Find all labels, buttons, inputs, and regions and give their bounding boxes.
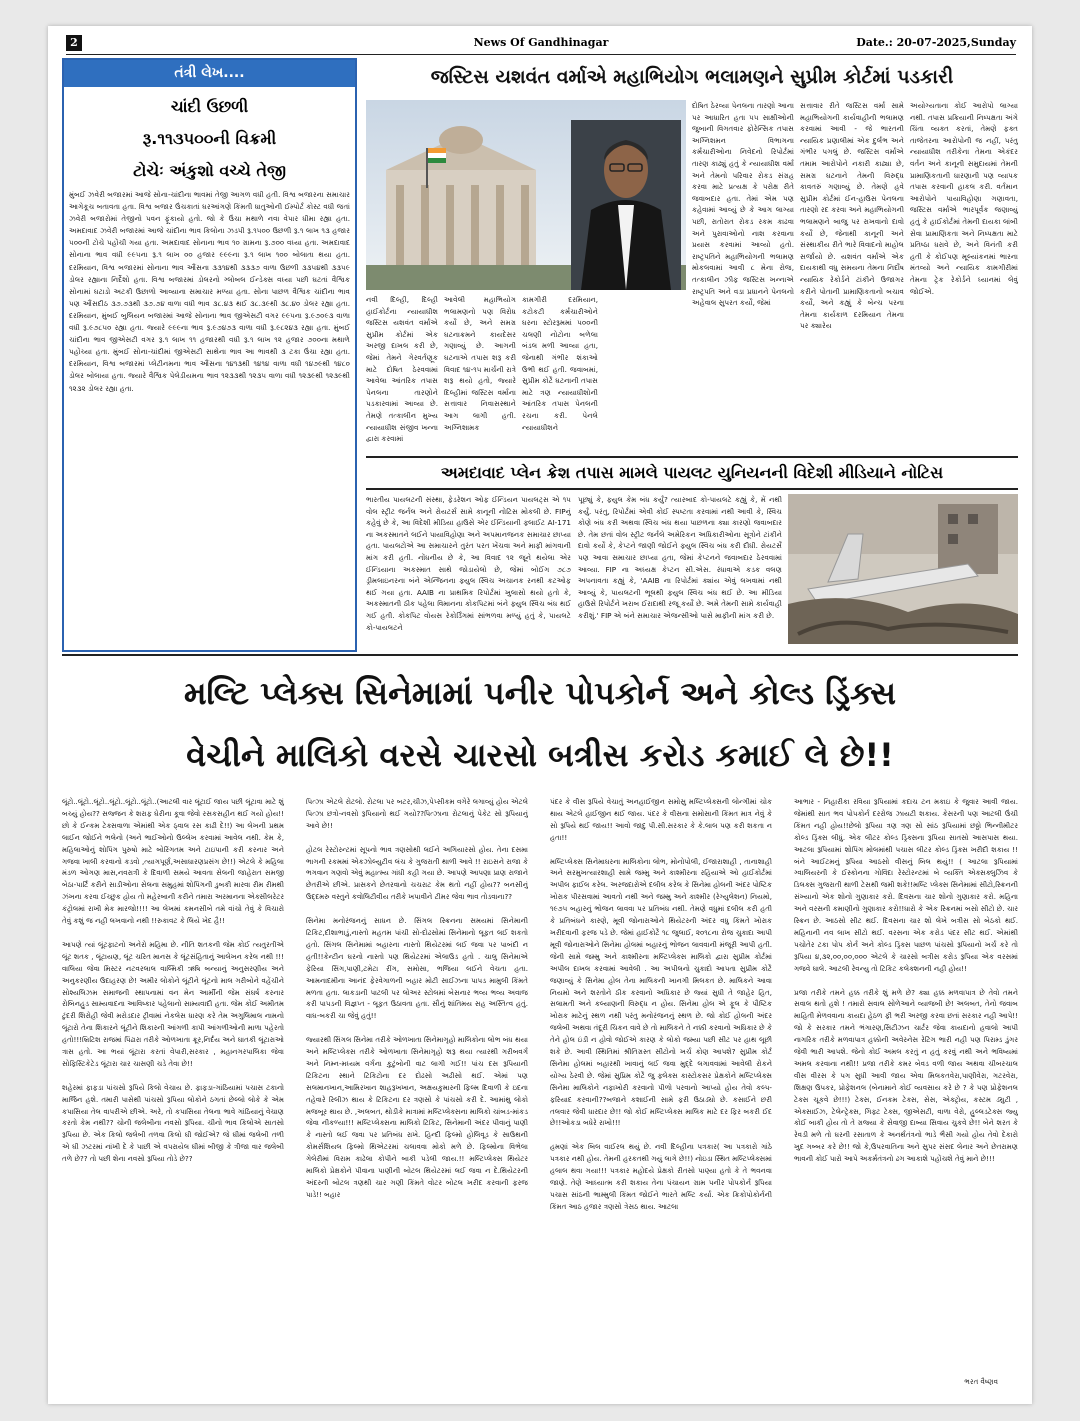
story3-headline: [62, 662, 1018, 786]
story3-headline-line: વેચીને માલિકો વરસે ચારસો બત્રીસ કરોડ કમાઈ લે છે!!: [186, 736, 894, 774]
editorial-headline: [64, 87, 355, 187]
story2-headline: અમદાવાદ પ્લેન ક્રેશ તપાસ મામલે પાયલટ યુનિયનની વિદેશી મીડિયાને નોટિસ: [366, 456, 1018, 490]
story1-column-4: દોષિત ઠેરવ્યા પેનલના તારણો આના પર આધારિત હતા ૫૫ સાક્ષીઓની જુબાની વિગતવાર ફોરેન્સિક તપાસ અગ્નિશમન વિભાગના કર્મચારીઓના નિવેદનો રિપોર્ટમાં તારણ કાઢ્યું હતું કે ન્યાયાધીશ વર્મા અને તેમનો પરિવાર રોકડ સંગ્રહ કરવા માટે પ્રત્યક્ષ કે પરોક્ષ રીતે જવાબદાર હતા. તેમાં એમ પણ કહેવામાં આવ્યું છે કે આગ લાગ્યા પછી, રાતોરાત રોકડ રકમ કાઢવા અને પુરાવાઓનો નાશ કરવાના પ્રયાસ કરવામાં આવ્યો હતો. રાષ્ટ્રપતિને મહાભિયોગની ભલામણ મોકલવામાં આવી ૮ મેના રોજ, તત્કાલીન ઝીફ જસ્ટિસ ખન્નાએ રાષ્ટ્રપતિ અને વડા પ્રધાનને પેનલનો અહેવાલ સુપરત કર્યો, જેમાં: [692, 101, 794, 308]
story1-column-1: નવી દિલ્હી, દિલ્હી હાઈકોર્ટના ન્યાયાધીશ જસ્ટિસ યશવંત વર્માએ સુપ્રીમ કોર્ટમાં એક અરજી દાખલ કરી છે, જેમાં તેમને ગેરવર્તણૂક માટે દોષિત ઠેરવવામાં આવેલા આંતરિક તપાસ પેનલના તારણોને પડકારવામાં આવ્યા છે. તેમણે તત્કાલીન મુખ્ય ન્યાયાધીશ સંજીવ ખન્ના દ્વારા કરવામાં: [366, 295, 438, 444]
story1-headline: જસ્ટિસ યશવંત વર્માએ મહાભિયોગ ભલામણને સુપ્રીમ કોર્ટમાં પડકારી: [430, 66, 954, 88]
editorial-headline-line: રૂ.૧૧૩૫૦૦ની વિક્રમી: [142, 129, 277, 148]
supreme-court-judge-photo: [366, 100, 686, 290]
editorial-body: મુંબઈ ઝવેરી બજારમાં આજે સોના-ચાંદીના ભાવમાં તેજી આગળ વધી હતી. વિશ્વ બજારના સમાચાર આગેકૂચ બતાવતા હતા. વિશ્વ બજાર ઉંચકાતાં ઘરઆંગણે કિંમતી ધાતુઓની ઈમ્પોર્ટ કોસ્ટ વધી જતાં ઝવેરી બજારોમાં તેજીનો પવન ફૂંકાયો હતો. જો કે ઉંચા મથાળે નવા વેપાર ધીમા રહ્યા હતા. અમદાવાદ ઝવેરી બજારમાં આજે ચાંદીના ભાવ કિલોના ઝડપી રૂ.૧૫૦૦ ઉછળી રૂ.૧ લાખ ૧૩ હજાર ૫૦૦ની ટોચે પહોંચી ગયા હતા. અમદાવાદ સોનાના ભાવ ૧૦ ગ્રામના રૂ.૭૦૦ વધ્યા હતા. અમદાવાદ સોનાના ભાવ વધી ૯૯૫ના રૂ.૧ લાખ ૦૦ હજાર ૯૯૯ના રૂ.૧ લાખ ૧૦૦ બોલાતા થયા હતા. દરમિયાન, વિશ્વ બજારમાં સોનાના ભાવ ઔંસના ૩૩૧૪થી ૩૩૩૭ વાળા ઉછળી ૩૩૫૪થી ૩૩૫૯ ડોલર રહ્યાના નિર્દેશો હતા. વિશ્વ બજારમાં ડોલરનો ગ્લોબલ ઈન્ડેક્સ વધ્યા પછી ઘટતાં વૈશ્વિક સોનામાં ઘટાડો અટકી ઉછાળો આવ્યાના સમાચાર મળ્યા હતા. સોના પાછળ વૈશ્વિક ચાંદીના ભાવ પણ ઔંસદીઠ ૩૭.૭૩થી ૩૭.૭૪ વાળા વધી ભાવ ૩૮.૪૩ થઈ ૩૮.૩૯થી ૩૮.૪૦ ડોલર રહ્યા હતા. દરમિયાન, મુંબઈ બુલિયન બજારમાં આજે સોનાના ભાવ જીએસટી વગર ૯૯૫ના રૂ.૯૭૦૯૩ વાળા વધી રૂ.૯૭૮૫૦ રહ્યા હતા. જ્યારે ૯૯૯ના ભાવ રૂ.૯૭૪૭૩ વાળા વધી રૂ.૯૮૨૪૩ રહ્યા હતા. મુંબઈ ચાંદીના ભાવ જીએસટી વગર રૂ.૧ લાખ ૧૧ હજારથી વધી રૂ.૧ લાખ ૧૨ હજાર ૭૦૦ના મથાળે પહોંચ્યા હતા. મુંબઈ સોના-ચાંદીમાં જીએસટી સાથેના ભાવ આ ભાવથી ૩ ટકા ઉંચા રહ્યા હતા. દરમિયાન, વિશ્વ બજારમાં પ્લેટીનમના ભાવ ઔંસના ૧૪૧૩થી ૧૪૧૪ વાળા વધી ૧૪૭૯થી ૧૪૮૦ ડોલર બોલાયા હતા. જ્યારે વૈશ્વિક પેલેડીયમના ભાવ ૧૨૩૩થી ૧૨૩૫ વાળા વધી ૧૨૩૯થી ૧૨૩૯થી ૧૨૩૨ ડોલર રહ્યા હતા.: [69, 190, 350, 393]
page-header: [66, 34, 1016, 55]
story3-column-2: પિત્ઝા એટલે રોટલો. રોટલા પર બટર,ચીઝ,પેપ્સીકમ વગેરે લગાવ્યું હોય એટલે પિત્ઝા છત્રો-નવસો રૂપિયાનો થઈ ગયો??પિત્ઝાના રોટલાનું પેકેટ સો રૂપિયાનું આવે છે!! હોટલ રેસ્ટોરન્ટમાં સૂપનો ભાવ ત્રણસોથી લઈને અગિયારસો હોય. તેના દસમા ભાગની રકમમાં એકઝોલ્યુટીવ લંચ કે ગુજરાતી થાળી આવે !! રાઇસને રાજા કે ભગવાન ગણવો એવું મહાત્મ્ય ગાંધી કહી ગયા છે. આપણે આપણા પ્રાણ રાજાને છેતરીએ છીએ. પ્રાસકને છેતરવાનો ચચરાટ કેમ થતો નહીં હોય?? બનસીનું ઉદ્દમરુ વસ્તુને કવોલિટીવીય તરીકે ખપાવીને ટીમર જેવા ભાવ તોડવાના?? સિનેમા મનોરંજનનું સાધન છે. સિંગલ સ્ક્રિનના સમયમાં સિનેમાની ટિકિટ,દીશાભાડું,નાસ્તો મહતમ પાંચી સો-દોઢસોમાં સિનેમાનો લૂફત લઈ શકતો હતો. સિંગલ સિનેમામાં બહારના નાસ્તો થિયેટરમાં લઈ જવા પર પાબંદી ન હતી!!કેન્ટીન ઘરનો નાસ્તો પણ થિયેટરમાં એલાઉડ હતો . ચાલુ સિનેમાએ ફેરિયા સિંગ,પાણી,ટમેટા રીંગ, સમોસા, ભજિયા લઈને વેચતા હતા. આમનાદમીના આનંદ ફેરવેગાળની બહાર મોટી સાઈઝના પાપડ મામુલી કિંમતે મળતા હતા. લાકડાની પાટલી પર લોઅર સ્ટોલમાં બેસનાર ભવ્ય ભવ્ય અવાજ કરી પાપડની વિજ્ઞપ્ત - લૂફત ઉઠાવતા હતા. સૌનું શાંતિમય સહ અસ્તિત્વ હતું. વાઘ-બકરી ચા જેવું હતું!! જ્યારથી સિંગલ સિનેમા તરીકે ઓળખાતા સિનેમાગૃહો માલિકોના લોભ બંધ થયા અને મલ્ટિપ્લેક્સ તરીકે ઓળખાતા સિનેમાગૃહો શરૂ થયા ત્યારથી ગરીબવર્ગ અને નિમ્ન-મધ્યમ વર્ગના કુટુંબોની વાટ લાગી ગઈ!! પાંચ દસ રૂપિયાની ટિકિટના સ્થાને ટિકિટોના દર દોઢસો અઢીસો થઈ. એમાં પણ સલમાનખાન,આમિરખાન શાહરૂખખાન, અક્ષયકુમારની ફિલ્મ દિવાળી કે ઇદના તહેવારે રિલીઝ થાય કે ટિકિટના દર ત્રણસો કે પાંચસો કરી દે. આમાંથુ લોકો મજબૂર થાય છે. ,અલબત, થોડીકે માત્રામાં મલ્ટિપ્લેક્સના માલિકો ચાંબડ-માંકડ જેવા નીકળ્યા!!! મલ્ટિપ્લેક્સના માલિકો ટિકિટ, સિનેમાની અંદર પીવાનું પાણી કે નાસ્તો લઈ જવા પર પ્રતિબંધ રાખે. હિન્દી ફિલ્મો હોલિવૂડ કે સાઉથની કોમર્સશિયલ ફિલ્મો થિએટરમાં ચલાવવા મોકો મળે છે. ફિલ્મોના વિભેલા ગેલેરીમાં વિરામ કાઢેલા કોપીને બાકી પડેલી જાય.!! મલ્ટિપ્લેક્સ થિયેટર માલિકો પ્રેક્ષકોને પીવાના પાણીની બોટલ થિયેટરમાં લઈ જવા ન દે.થિયેટરની અંદરની બોટલ ત્રણથી ચાર ગણી કિંમતે વોટર બોટલ ખરીદ કરવાની ફરજ પાડે!! બહાર: [306, 797, 528, 1199]
story3-column-1: લૂંટો..લૂંટો..લૂંટો..લૂંટો..લૂંટો..લૂંટો..(આટલી વાર લૂંટાઈ જાય પછી લૂંટાવા માટે શું બચ્યું હોય?? સજ્જન કે શરાફ ઘેરીના કૂવા જેવો રસકસહીન થઈ ગયો હોય!!છો કે ઈન્કમ ટેક્સવાળા એમાંથી એક ઠ્વાલ રસ કાઢી દે!!) આ લેખની પ્રથમ લાઈન જોઈને ભલેનો (અને ભાઈઓનો ઉલ્લેખ કરવામાં આવેલ નથી. કેમ કે, મહિલાઓનું શોપિંગ પુરુષો માટે બોરિંગતમ અને ટાઇપાની કરી કરનાર અને ગજવા ખાલી કરવાનો કડવો ,ત્યાગપૂર્ણ,અસાધારણપ્રસંગ છે!!) એટલે કે મહિલા મંડળ ઓગણ માસ,નવરાત્રી કે દિવાળી સમયે આવતા સેલની જાહેરાત સમજી બેઠા-પાર્ટિ કરીને સાડીઓના સેલના સમુહમાં શોપિંગની ડુબકી મારવા રીમ રીમથી ઝંખના કરવા ઈચ્છુક હોય તો મહેરબાની કરીને તમારા અરમાનના એક્સીલરેટર કંટ્રોલમાં રાખી મેક મારજો!!!! આ લેખમાં કમનસીબે તમે વાંચો તેવું કે વિચારો તેવું કશું જ નહી લખવાનો નથી !!રુકાવટ કે લિયે ખેદ હૈ!! આપણે ત્યાં લૂંટફાટનો અનેરો મહિમા છે. નીતિ શતકની જેમ કોઈ ત્યતુરતીએ લૂંટ શતક , લૂંટાયણ, લૂંટ ચરિત માનસ કે લૂંટસંહિતાનું આલેખન કરેલ નથી !!!વાલિયા જેવા મિસ્ટર નટવરલાલ વાલ્મિકી ઋષિ બન્યાનું અનુસરણીય અને અનુકરણીય ઉદાહરણ છે! અમીર લોકોને લૂંટીને લૂંટનો માલ ગરીબોને વહેંચીને સોશ્યલિઝમ સમાજની સ્થાપનામાં વન મેન આર્મીની જેમ સંઘર્ષ કરનાર રોબિનહુડ સામ્યવાદના આવિષ્કાર પહેલાનો સામ્યવાદી હતા. જેમ કોઈ અમીતમ ટુંદરી શિરોહી જેવી મરોડદાર ટ્રીવામાં નેકલેસ ધારણ કરે તેમ અગુલિમાલ નામનો લૂંટારો તેના શિકારને લૂંટીને શિકારની આંગળી કાપી આંગળીઓની માળા પહેરતો હતો!!!બ્રિટિશ રાજમાં પિંઢારા તરીકે ઓળખાતા ક્રૂર,નિર્દય અને ઘાતકી લૂંટારાઓ ત્રાસ હતો. આ ભયાં લૂંટારા કરતાં વેપારી,સરકાર , મહાનગરપાલિકા જેવા સોફિસ્ટિકેટેડ લૂંટારા ચાર ચાસણી ચડે તેવા છે!! શહેરમાં ફાફડા પાંચસો રૂપિયે કિલો વેચાય છે. ફાફડા-ગાંઠિયામાં પચાસ ટકાનો માર્જિન હશે. તમારી પાસેથી પાંચસો રૂપિયા લોકોને ઠગતાં છેલ્લો લોકે કે એમ કપાસિયા તેલ વાપરીએ છીએ. અરે, તો કપાસિયા તેલના ભાવે ગાંઠિયાનું વેચાણ કરતો કેમ નથી?? ચોની જલેબીના નવસો રૂપિયા. ચીનો ભાવ કિલોએ સાતસો રૂપિયા છે. એક કિલો જલેબી તળવા કિલો ઘી જોઈએ? જે ઘીમાં જલેબી તળી એ ઘી ઝટરમાં નાંખી દે કે પાછી એ વપરાયેલ ઘીમાં બીજી કે ત્રીજા વાર જલેબી તળે છે?? તો પછી શેના નવસો રૂપિયા તોડે છે??: [62, 797, 284, 1164]
plane-crash-photo: [788, 494, 1018, 644]
paper-name: News Of Gandhinagar: [473, 36, 609, 49]
section-divider: [62, 654, 1018, 656]
story3-column-3: પંદર કે વીસ રૂપિયે વેચાતું અનહાઈજીન સમોસુ મલ્ટિપ્લેક્સની લોન્ગીમાં ચોક થાય એટલે હાઈજીન થઈ જાય. પંદર કે વીસના સમોસાની કિંમત માત્ર નેવું કે સો રૂપિયે થઈ જાય!! આવો જાદુ પી.સી.સરકાર કે કે.લાલ પણ કરી શકતા ન હતા!! મલ્ટિપ્લેક્સ સિનેમાઘરના માલિકોના લોભ, મોનોપોલી, ઈજારાશાહી , તાનાશાહી અને સરમુખત્યારશાહી સામે જમ્મુ અને કાશ્મીરના રહિયાએ ઓ હાઈકોર્ટમાં અપીલ ફાઈલ કરેલ. અરજદારોએ દલીલ કરેલ કે સિનેમા હોલની અંદર પોષ્ટિક ખોરાક પીરસવામાં આવતો નથી અને જમ્મુ અને કાશ્મીર (રેગ્યુલેશન) નિયમો, ૧૯૭૫ બહારનું ભોજન લાવવા પર પ્રતિબંધ નથી. તેમણે વધુમાં દલીલ કરી હતી કે પ્રતિબંધને કારણે, મૂવી જોનારાઓને થિયેટરની અંદર વધુ કિંમતે ખોરાક ખરીદવાની ફરજ પડે છે. જેમાં હાઈકોર્ટે ૧૮ જુલાઈ, ૨૦૧૮ના રોજ ચુકાદા આપી મૂવી જોનારાઓને સિનેમા હોલમાં બહારનું ભોજન લાવવાની મંજૂરી આપી હતી. જેની સામે જમ્મુ અને કાશ્મીરના મલ્ટિપ્લેક્સ માલિકો દ્વારા સુપ્રીમ કોર્ટમાં અપીલ દાખલ કરવામાં આવેલી . આ અપીલનો ચુકાદો આપતા સુપ્રીમ કોર્ટે જણાવ્યું કે સિનેમા હોલ તેના માલિકની ખાનગી મિલકત છે. માલિકને આવા નિયમો અને શરતોને ઠીક કરવાનો અધિકાર છે જ્યાં સુધી તે જાહેર હિત, સલામતી અને કલ્યાણની વિરુદ્ધ ન હોય. સિનેમા હોલ એ ફૂલ કે પૌષ્ટિક ખોરાક માટેનું સ્થળ નથી પરંતુ મનોરંજનનું સ્થળ છે. જો કોઈ હોલની અંદર જલેબી અથવા તંદૂરી ચિકન વાવે છે તો માલિકને તે નક્કી કરવાનો અધિકાર છે કે તેને હોલ ઇંડી ન હોવો જોઈએ કારણ કે લોકો જમ્યા પછી સીટ પર હાથ લૂછી શકે છે. આવી સ્થિતિમાં શ્રીતિગ્રસ્ત સીટોનો ખર્ચ કોણ આપશે? સુપ્રીમ કોર્ટ સિનેમા હોલમાં બહારથી ખાવાનું લઈ જવા મુદ્દે લગાવવામાં આવેલી રોકને યોગ્ય ઠેરવી છે. જેમાં સુપ્રિમ કોર્ટે જુ ફ્લેક્સ કાસ્ટોકસર પ્રેક્ષકોને મલ્ટિપ્લેક્સ સિનેમા માલિકોને નફાખોરી કરવાનો પીળો પરવાનો આપ્યો હોય તેવો કલ્પ-ફરિયાદ કરવાની??બજાને કશાઈની સામે ફરી ઉઠાડ્યો છે. કસાઈને છરી તલવાર જેવી ધારદાર છે!! જો કોઈ મલ્ટિપ્લેક્સ માલિક માટે દર ફિર બકરી ઈદ છે!!ઓકડા બધેરે રાખો!!! હમણાં એક બિલ વાઈરલ થયું છે. નવી દિલ્હીના પત્રકાર( આ પત્રકારો ગાંઠે પત્રકાર નથી હોય. તેમની હરકતથી ગયું લાગે છે!!) નોઇડા સ્થિત મલ્ટિપ્લેક્સમાં હલાલ થવા ગયા!!! પત્રકાર મહોદયે પ્રેક્ષકો રીતસો પાણ્યા હતો કે તે ભવનવા જાણે. તેણે આધ્યાત્મ કરી શકાય તેના પંચાયન ગ્રામ પનીર પોપકોર્ન રૂપિયા પચાસ સાંઠની ભામ્મુલી કિંમત જોઈને ભારતે મલ્ટિ કર્યા. એક ક્રિકોપોકોર્નની કિંમત આઠ હજાર ત્રણસો ત્રેસઠ થાય. આટલા: [550, 797, 772, 1211]
newspaper-page: [48, 26, 1032, 1404]
editorial-box: [62, 58, 357, 652]
story1-column-2: આવેલી મહાભિયોગ ભલામણનો પણ વિરોધ કર્યો છે, અને સમગ્ર ઘટનાક્રમને કાયદેસર ગણાવ્યું છે. આગની ઘટનાએ તપાસ શરૂ કરી વિવાદ ૧૪-૧૫ માર્ચની રાત્રે શરૂ થયો હતો, જ્યારે દિલ્હીમાં જસ્ટિસ વર્માના સત્તાવાર નિવાસસ્થાને આગ લાગી હતી. અગ્નિશામક: [444, 295, 516, 432]
page-number: 2: [66, 35, 82, 51]
editorial-headline-line: ચાંદી ઉછળી: [170, 97, 249, 116]
issue-date: Date.: 20-07-2025,Sunday: [856, 36, 1016, 49]
story2-column-1: ભારતીય પાયલટની સંસ્થા, ફેડરેશન ઓફ ઈન્ડિયન પાયલટ્સ એ ૧૫ વોલ સ્ટ્રીટ જર્નલ અને રોયટર્સ સામે કાનૂની નોટિસ મોકલી છે. FIPનું કહેવું છે કે, આ વિદેશી મીડિયા હાઉસે એર ઈન્ડિયાની ફ્લાઈટ AI-171 ના અકસ્માતને લઈને પાયાવિહોણા અને અપમાનજનક સમાચાર છાપ્યા હતા. પાયલટોએ આ સમાચારને તુરંત પરત ખેંચવા અને માફી માંગવાની માંગ કરી હતી. નોંધનીય છે કે, આ વિવાદ ૧૨ જૂને થયેલા એર ઈન્ડિયાના અકસ્માત સાથે જોડાયેલો છે, જેમાં બોઈંગ ૭૮૭ ડ્રીમલાઇનરના બંને એન્જિનના ફ્યુલ સ્વિચ અચાનક રનથી કટઓફ થઈ ગયા હતા. AAIB ના પ્રાથમિક રિપોર્ટમાં ખુલાસો થયો હતો કે, અકસ્માતની ઠીક પહેલા વિમાનના કોકપિટમાં બંને ફ્યુલ સ્વિચ બંધ થઈ ગઈ હતી. કોકપિટ વોયસ રેકોર્ડિંગમાં સાંભળવા મળ્યું હતું કે, પાયલટે કો-પાયલટને: [366, 495, 571, 632]
author-name: ભરત વૈષ્ણવ: [964, 1377, 998, 1386]
story2-column-2: પૂછ્યું કે, ફ્યુલ કેમ બંધ કર્યું? ત્યારબાદ કો-પાયલટે કહ્યું કે, મેં નથી કર્યું. પરંતુ, રિપોર્ટમાં એવી કોઈ સ્પષ્ટતા કરવામાં નથી આવી કે, સ્વિચ કોણે બંધ કરી અથવા સ્વિચ બંધ થયા પાછળના ક્યા કારણો જવાબદાર છે. તેમ છતાં વોલ સ્ટ્રીટ જર્નલે અમેરિકન અધિકારીઓના સૂત્રોને ટાંકીને દાવો કર્યો કે, કેપ્ટને જાણી જોઈને ફ્યુલ સ્વિચ બંધ કરી દીધી. રોયટર્સે પણ આવા સમાચાર છાપ્યા હતા, જેમાં કેપ્ટનને જવાબદાર ઠેરવવામાં આવ્યા. FIP ના અધ્યક્ષ કેપ્ટન સી.એસ. રંધાવાએ કડક વલણ અપનાવતા કહ્યું કે, 'AAIB ના રિપોર્ટમાં ક્યાંય એવું લખવામાં નથી આવ્યું કે, પાયલટની ભૂલથી ફ્યુલ સ્વિચ બંધ થઈ છે. આ મીડિયા હાઉસે રિપોર્ટને ખરાબ ઈરાદાથી રજૂ કર્યો છે. અમે તેમની સામે કાર્યવાહી કરીશું.' FIP એ બંને સમાચાર એજન્સીઓ પાસે માફીની માંગ કરી છે.: [578, 495, 782, 620]
crash-photo-illustration: [788, 494, 1018, 644]
story3-headline-line: મલ્ટિ પ્લેક્સ સિનેમામાં પનીર પોપકોર્ન અને કોલ્ડ ડ્રિંક્સ: [183, 674, 897, 712]
story1-column-6: અયોગ્યતાના કોઈ આરોપો લાગ્યા નથી. તપાસ પ્રક્રિયાની નિષ્પક્ષતા અંગે ચિંતા વ્યક્ત કરતાં, તેમણે ફક્ત તાજેતરના આરોપોની જ નહીં, પરંતુ ન્યાયાધીશ તરીકેના તેમના એકંદર વર્તન અને કાનૂની સમુદાયમાં તેમની પ્રામાણિકતાની ધારણાની પણ વ્યાપક તપાસ કરવાની હાકલ કરી. વર્તમાન આરોપોને પાયાવિહોણા ગણાવતા, જસ્ટિસ વર્માએ ભારપૂર્વક જણાવ્યું હતું કે હાઈકોર્ટમાં તેમની દાયકા લાંબી સેવા પ્રામાણિકતા અને નિષ્પક્ષતા માટે પ્રતિષ્ઠા ધરાવે છે, અને વિનંતી કરી હતી કે કોઈપણ મૂલ્યાંકનમાં ભારના મંતવ્યો અને ન્યાયિક કામગીરીમાં તેમના ટ્રેક રેકોર્ડને ધ્યાનમાં લેવું જોઈએ.: [910, 101, 1018, 296]
editorial-section-label: તંત્રી લેખ....: [64, 60, 355, 87]
story1-column-5: સત્તાવાર રીતે જસ્ટિસ વર્મા સામે મહાભિયોગની કાર્યવાહીની ભલામણ કરવામાં આવી - જે ભારતની ન્યાયિક પ્રણાલીમાં એક દુર્લભ અને ગંભીર પગલું છે. જસ્ટિસ વર્માએ તમામ આરોપોને નકારી કાઢ્યા છે, સમગ્ર ઘટનાને તેમની વિરુદ્ધ કાવતરું ગણાવ્યું છે. તેમણે હવે સુપ્રીમ કોર્ટમાં ઈન-હાઉસ પેનલના તારણો રદ કરવા અને મહાભિયોગની ભલામણને બાજુ પર રાખવાનો દાવો કર્યો છે, જેનાથી કાનૂની અને સંસ્થાકીય રીતે ભારે વિવાદનો માહોલ સર્જાયો છે. યશવંત વર્માએ એક દાયકાથી વધુ સમયના તેમના નિર્દોષ ન્યાયિક રેકોર્ડને ટાંકીને ઉજાગર કરીને પોતાની પ્રામાણિકતાનો બચાવ કર્યો, અને કહ્યું કે બેન્ચ પરના તેમના કાર્યકાળ દરમિયાન તેમના પર ક્યારેય: [800, 101, 904, 331]
editorial-headline-line: ટોચેઃ અંકુશો વચ્ચે તેજી: [133, 161, 286, 180]
story1-column-3: કામગીરી દરમિયાન, કટોકટી કર્મચારીઓને ઘરના સ્ટોરરૂમમાં ૫૦૦ની ચલણી નોટોના બળેલા બંડલ મળી આવ્યા હતા, જેનાથી ગંભીર શંકાઓ ઉભી થઈ હતી. જવાબમાં, સુપ્રીમ કોર્ટે ઘટનાની તપાસ માટે ત્રણ ન્યાયાધીશોની આંતરિક તપાસ પેનલની રચના કરી. પેનલે ન્યાયાધીશને: [522, 295, 598, 432]
story3-column-4: આભાર - નિહારીકા રવિયા રૂપિયામાં કદાચ ટન મકાઇ કે જુવાર આવી જાય. જેમાંથી સાત ભવ પોપકોર્ન દરરોજ ઝાયટી શકાય. કેસરની પણ આટલી ઉંચી કિંમત નહી હોય!!છેલો રૂપિયા ત્રણ ત્રણ સો સાંઠ રૂપિયામાં છઠ્ઠો ભિન્નીમીટર કોલ્ડ ડ્રિંક્સ લીધું. એક લીટર કોલ્ડ ડ્રિંક્સના રૂપિયા સાતસો આસપાસ થયા. આટલા રૂપિયામાં શોપિંગ મોલમાંથી પચાસ લીટર કોલ્ડ ડ્રિંક્સ ખરીદી શકાય !! બંને આઈટમનું રૂપિયા આઠસો વીસનું બિલ થયું!! ( આટલા રૂપિયામાં ગ્વાલિયરની કે ઈસ્કોનના ગોવિંદા રેસ્ટોરન્ટમાં બે વ્યક્તિ એક્સક્લુઝિવ કે ડિલક્સ ગુજરાતી થાળી ટેસથી જમી શકે!!મલ્ટિ પ્લેક્સ સિનેમામાં સીટો,સ્ક્રિનની સંખ્યાનો એક શોનો ગુણાકાર કરો. દિવસના ચાર શોનો ગુણાકાર કરો. મહિના અને વરસની કમાણીનો ગુણાકાર કરો!!ધારો કે એક સ્ક્રિનમાં બસો સીટો છે. ચાર સ્ક્રિન છે. આઠસો સીટ થઈ. દિવસના ચાર શો લેખે બત્રીસ સો બેઠકો થઈ. મહિનાની નવ લાખ સીટો થઈ. વરસના એક કરોડ પંદર સીટ થઈ. એમાંથી પચોતેર ટકા પોપ કોર્ન અને કોલ્ડ ડ્રિંક્સ પાછળ પાંચસો રૂપિયાનો ખર્ચ કરે તો રૂપિયા ૪,૩૨,૦૦,૦૦,૦૦૦ એટલે કે ચારસો બત્રીસ કરોડ રૂપિયા એક વરસમાં ગજવે ઘાલે. આટલી રેવન્યુ તો ટિકિટ કલેક્શનની નહી હોય!! પ્રજા તરીકે તમને હક્ક તરીકે શું મળે છે? ક્યા હક્ક મળવાપાત્ર છે તેવો તમને સવાલ થતો હશે ! તમારો સવાલ સોળેઆને વ્યાજબી છે! અલબત, તેનો જવાબ માહિતી મેળવવાના કાયદા હેઠળ ફી ભરી અરજી કરવા છતાં સરકાર નહી આપે!! જો કે સરકાર તમને ભંગારણ,સિટીઝન ચાર્ટર જેવા કાયદાનો હવાલો આપી નાગરિક તરીકે મળવાપાત્ર હક્કોની અવેરનેસ રેટિંગ ભારી નહી પણ પિરામ્ડ ડુંગર જેવી ભારી આપશે. જેનો કોઈ અમલ કરતું ન હતું કરવું નથી અને ભવિષ્યમાં અમલ કરવાના નથી!! પ્રજા તરીકે કમર બેવડ વળી જાય અથવા ચીબરચાલ વીસ વીરસ કે પગ સુધી આવી જાય એવા મિલકતવેરા,પાણીવેરા, ગટરવેરા, શિક્ષણ ઉપકર, પ્રોફેશનલ (બેનામાને કોઈ વ્યવસાય કરે છે ? કે પણ પ્રોફેશનલ ટેક્સ ચૂકવે છે!!!) ટેક્સ, ઈનકમ ટેક્સ, સેસ, એક્ટ્રોય, કસ્ટમ ડ્યુટી , એક્સાઈઝ, ટેલેન્ટ્રેક્સ, ગિફ્ટ ટેક્સ, જીએસટી, વાળા વેરો, હુલ્લડટેક્સ જ્યુ કોઈ બાકી હોય તો તે ગ્રજ્યા કે સેવાજી દાબ્યા સિવાય ચુકવે છે!! બેને શરત કે રેવડી મળે તો ઘરની રસાતાળ કે અનર્થતંત્રનો ભાડે ભૈસી ગયો હોય તેવો દેકારો ખુદ ગબ્બર કરે છે!! જો કે,ઉપરવાતિના અને સુપર સંસદ લેનાર અને છેતરામણ ભાવની કોઈ પારો આપે અકર્મતંત્રનો ઢગ આકાશે પહોંચશે તેવું માને છે!!!: [794, 797, 1018, 1164]
judge-photo-illustration: [366, 100, 686, 290]
story3-column-4-wrap: [794, 796, 1018, 1396]
